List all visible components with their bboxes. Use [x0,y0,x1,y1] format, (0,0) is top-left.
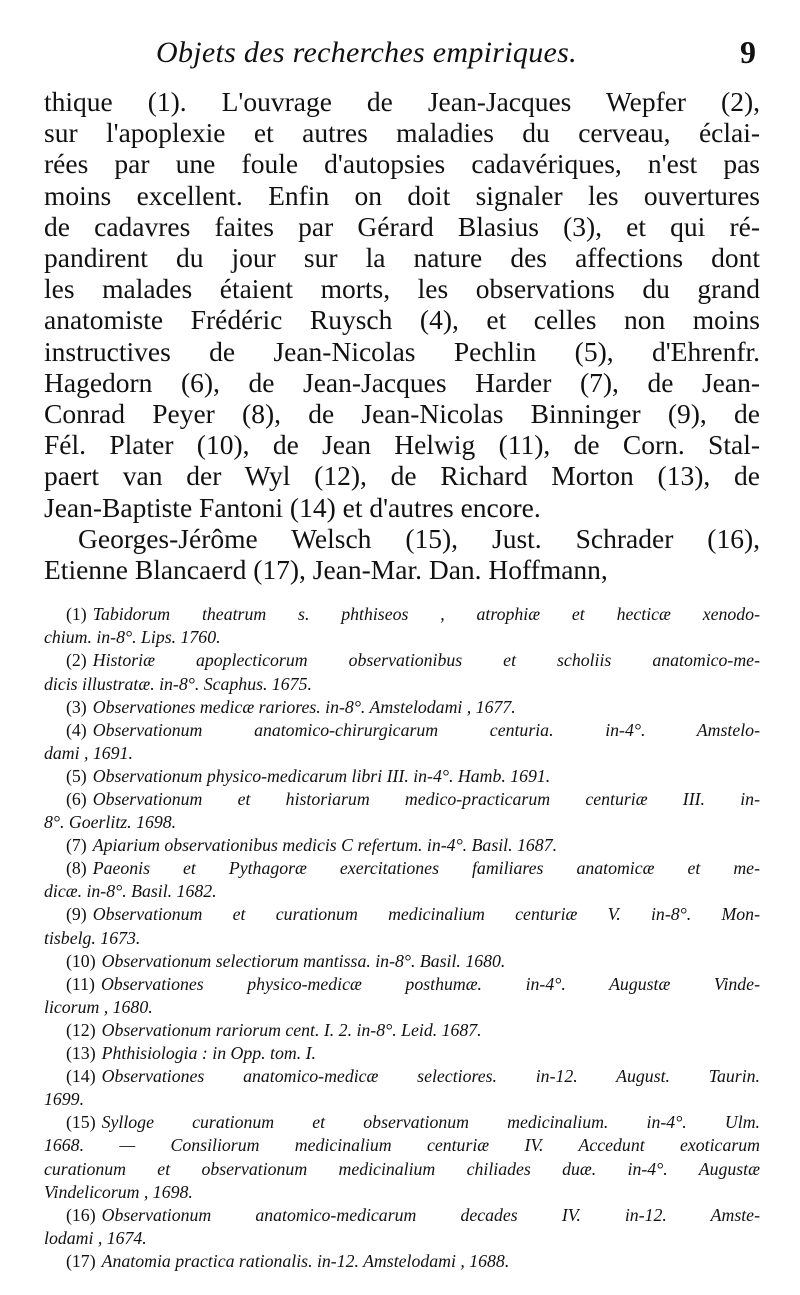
footnote-text: Anatomia practica rationalis. in-12. Amstelodami , 1688. [101,1250,510,1271]
footnote [44,603,760,649]
footnote [44,788,760,834]
footnote [44,1250,760,1273]
footnote-text: dicis illustratæ. in-8°. Scaphus. 1675. [44,673,312,694]
footnote-text: dicæ. in-8°. Basil. 1682. [44,881,217,902]
footnote [44,696,760,719]
text-line: pandirent du jour sur la nature des affections dont [44,242,760,274]
text-line: paert van der Wyl (12), de Richard Morton (13), de [44,460,760,492]
text-line: thique (1). L'ouvrage de Jean-Jacques Wepfer (2), [44,86,760,117]
text-line: Fél. Plater (10), de Jean Helwig (11), de Corn. Stal- [44,429,760,461]
footnote [44,950,760,973]
footnote-number: (13) [66,1043,96,1064]
footnote-number: (6) [66,789,87,809]
footnote [44,1042,760,1065]
footnote-text: 1668. — Consiliorum medicinalium centuriæ IV. Accedunt exoticarum [44,1135,760,1156]
footnotes [44,603,760,1273]
footnote [44,1111,760,1203]
footnote-text: licorum , 1680. [44,996,153,1017]
text-line: les malades étaient morts, les observations du grand [44,273,760,305]
footnote-text: lodami , 1674. [44,1227,147,1248]
footnote-text: curationum et observationum medicinalium chiliades duæ. in-4°. Augustæ [44,1158,760,1179]
footnote-text: Observationes medicæ rariores. in-8°. Amstelodami , 1677. [92,696,516,717]
text-line: anatomiste Frédéric Ruysch (4), et celles non moins [44,304,760,336]
footnote [44,973,760,1019]
main-text [44,86,760,585]
footnote-number: (1) [66,604,87,625]
footnote [44,903,760,949]
footnote [44,1065,760,1111]
footnote-number: (8) [66,858,87,879]
footnote-text: Vindelicorum , 1698. [44,1181,193,1202]
footnote [44,857,760,903]
footnote-number: (4) [66,719,87,740]
footnote [44,834,760,857]
text-line: Jean-Baptiste Fantoni (14) et d'autres encore. [44,491,541,523]
footnote-text: Observationum anatomico-medicarum decades IV. in-12. Amste- [101,1204,760,1225]
footnote [44,1019,760,1042]
footnote-text: 8°. Goerlitz. 1698. [44,812,177,833]
footnote-text: 1699. [44,1089,85,1110]
footnote-text: Phthisiologia : in Opp. tom. I. [101,1043,316,1064]
text-line: moins excellent. Enfin on doit signaler les ouvertures [44,179,760,211]
footnote-number: (9) [66,904,87,925]
footnote-text: Observationum selectiorum mantissa. in-8°. Basil. 1680. [101,950,506,971]
footnote [44,765,760,788]
footnote-text: tisbelg. 1673. [44,927,141,948]
footnote-number: (2) [66,650,87,671]
text-line: de cadavres faites par Gérard Blasius (3), et qui ré- [44,210,760,242]
page-number: 9 [740,34,756,70]
footnote-text: Observationum et historiarum medico-practicarum centuriæ III. in- [92,789,760,809]
footnote-text: chium. in-8°. Lips. 1760. [44,627,221,648]
footnote-number: (17) [66,1250,96,1271]
text-line: rées par une foule d'autopsies cadavériques, n'est pas [44,148,760,180]
footnote [44,649,760,695]
page-header [44,30,760,86]
footnote-number: (16) [66,1204,96,1225]
text-line: Etienne Blancaerd (17), Jean-Mar. Dan. Hoffmann, [44,554,608,586]
text-line: sur l'apoplexie et autres maladies du cerveau, éclai- [44,117,760,149]
footnote-number: (14) [66,1066,96,1087]
footnote-number: (10) [66,950,96,971]
footnote [44,719,760,765]
running-title: Objets des recherches empiriques. [156,36,577,69]
footnote-text: Apiarium observationibus medicis C refertum. in-4°. Basil. 1687. [92,835,558,856]
footnote-text: Observationum anatomico-chirurgicarum centuria. in-4°. Amstelo- [92,719,760,740]
footnote [44,1204,760,1250]
footnote-text: Historiæ apoplecticorum observationibus et scholiis anatomico-me- [92,650,760,671]
footnote-text: dami , 1691. [44,742,133,763]
footnote-number: (11) [66,973,95,994]
footnote-text: Sylloge curationum et observationum medicinalium. in-4°. Ulm. [101,1112,760,1133]
footnote-text: Paeonis et Pythagoræ exercitationes familiares anatomicæ et me- [92,858,760,879]
footnote-text: Tabidorum theatrum s. phthiseos , atrophiæ et hecticæ xenodo- [92,604,760,625]
text-line: Hagedorn (6), de Jean-Jacques Harder (7), de Jean- [44,366,760,398]
footnote-text: Observationes anatomico-medicæ selectiores. in-12. August. Taurin. [101,1066,760,1087]
footnote-text: Observationum et curationum medicinalium centuriæ V. in-8°. Mon- [92,904,760,925]
text-line: instructives de Jean-Nicolas Pechlin (5), d'Ehrenfr. [44,335,760,367]
footnote-number: (7) [66,835,87,856]
footnote-text: Observationum rariorum cent. I. 2. in-8°. Leid. 1687. [101,1019,482,1040]
footnote-number: (3) [66,696,87,717]
footnote-number: (15) [66,1112,96,1133]
footnote-text: Observationes physico-medicæ posthumæ. in-4°. Augustæ Vinde- [100,973,760,994]
text-line: Conrad Peyer (8), de Jean-Nicolas Binninger (9), de [44,398,760,430]
footnote-text: Observationum physico-medicarum libri III. in-4°. Hamb. 1691. [92,765,551,786]
footnote-number: (12) [66,1019,96,1040]
footnote-number: (5) [66,765,87,786]
text-line: Georges-Jérôme Welsch (15), Just. Schrader (16), [78,522,760,554]
